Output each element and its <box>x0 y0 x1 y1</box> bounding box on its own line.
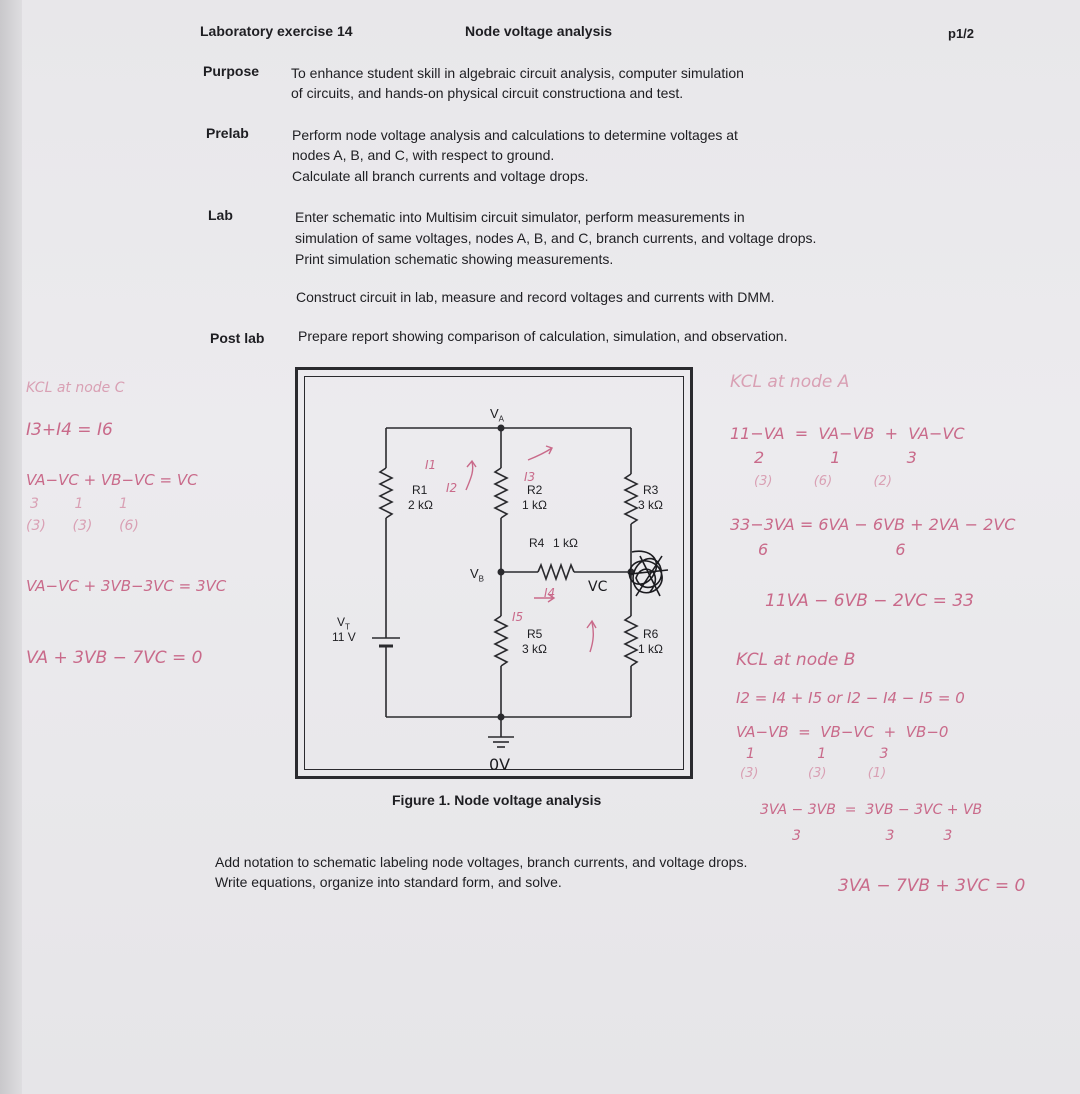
purpose-line-1: To enhance student skill in algebraic circuit analysis, computer simulation <box>291 65 744 81</box>
lab-line-3: Print simulation schematic showing measurements. <box>295 251 614 267</box>
page-number: p1/2 <box>948 26 975 41</box>
node-a-label: $V_A$ <box>490 406 505 424</box>
hw-ground-0v: 0V <box>489 755 511 774</box>
hw-left-5: VA−VC + 3VB−3VC = 3VC <box>26 577 227 595</box>
r4-name: R4 <box>529 536 545 550</box>
hw-right-b-2: VA−VB = VB−VC + VB−0 <box>736 723 949 741</box>
hw-left-0: KCL at node C <box>26 380 125 396</box>
section-label-lab: Lab <box>208 207 233 223</box>
postlab-line-1: Prepare report showing comparison of calculation, simulation, and observation. <box>298 328 788 344</box>
page-title: Node voltage analysis <box>465 23 613 39</box>
r4-value: 1 kΩ <box>553 536 578 550</box>
hw-left-6: VA + 3VB − 7VC = 0 <box>26 648 203 668</box>
r1-name: R1 <box>412 483 428 497</box>
source-name: $V_T$ <box>337 615 350 632</box>
r5-value: 3 kΩ <box>522 642 547 656</box>
hw-right-b-4: (3) (3) (1) <box>740 766 887 781</box>
r6-name: R6 <box>643 627 659 641</box>
hw-i2: I2 <box>446 481 458 495</box>
hw-right-a-4: 33−3VA = 6VA − 6VB + 2VA − 2VC <box>730 515 1016 534</box>
r2-value: 1 kΩ <box>522 498 547 512</box>
hw-right-a-2: 2 1 3 <box>754 448 917 467</box>
hw-i1: I1 <box>425 458 437 472</box>
r5-name: R5 <box>527 627 543 641</box>
footer-line-2: Write equations, organize into standard form, and solve. <box>215 874 562 890</box>
hw-right-b-0: KCL at node B <box>736 650 856 670</box>
hw-right-b-7: 3VA − 7VB + 3VC = 0 <box>838 876 1026 896</box>
prelab-line-2: nodes A, B, and C, with respect to ground. <box>292 147 555 163</box>
hw-left-1: I3+I4 = I6 <box>26 420 113 440</box>
hw-left-2: VA−VC + VB−VC = VC <box>26 471 198 489</box>
source-value: 11 V <box>332 630 356 644</box>
hw-right-b-3: 1 1 3 <box>746 746 889 762</box>
hw-right-a-0: KCL at node A <box>730 372 850 392</box>
section-label-purpose: Purpose <box>203 63 260 79</box>
hw-right-a-1: 11−VA = VA−VB + VA−VC <box>730 424 965 443</box>
r1-value: 2 kΩ <box>408 498 433 512</box>
prelab-line-3: Calculate all branch currents and voltage drops. <box>292 168 589 184</box>
r3-name: R3 <box>643 483 659 497</box>
hw-right-a-3: (3) (6) (2) <box>754 474 892 489</box>
hw-right-a-5: 6 6 <box>758 540 906 559</box>
exercise-label: Laboratory exercise 14 <box>200 23 353 39</box>
hw-i3: I3 <box>524 470 536 484</box>
hw-left-4: (3) (3) (6) <box>26 518 139 534</box>
r6-value: 1 kΩ <box>638 642 663 656</box>
section-label-prelab: Prelab <box>206 125 249 141</box>
hw-right-a-6: 11VA − 6VB − 2VC = 33 <box>765 591 974 611</box>
hw-i4: I4 <box>544 586 556 600</box>
lab-line-1: Enter schematic into Multisim circuit simulator, perform measurements in <box>295 209 745 225</box>
r3-value: 3 kΩ <box>638 498 663 512</box>
r2-name: R2 <box>527 483 543 497</box>
hw-right-b-6: 3 3 3 <box>792 828 953 844</box>
node-b-label: $V_B$ <box>470 566 485 584</box>
prelab-line-1: Perform node voltage analysis and calculations to determine voltages at <box>292 127 738 143</box>
purpose-line-2: of circuits, and hands-on physical circuit constructiona and test. <box>291 85 684 101</box>
hw-right-b-5: 3VA − 3VB = 3VB − 3VC + VB <box>760 802 983 818</box>
figure-caption: Figure 1. Node voltage analysis <box>392 792 602 808</box>
section-label-postlab: Post lab <box>210 330 265 346</box>
hw-left-3: 3 1 1 <box>30 496 128 512</box>
construct-line: Construct circuit in lab, measure and record voltages and currents with DMM. <box>296 289 775 305</box>
hw-right-b-1: I2 = I4 + I5 or I2 − I4 − I5 = 0 <box>736 689 965 707</box>
hw-i5: I5 <box>512 610 524 624</box>
footer-line-1: Add notation to schematic labeling node voltages, branch currents, and voltage drops. <box>215 854 748 870</box>
lab-line-2: simulation of same voltages, nodes A, B, and C, branch currents, and voltage drops. <box>295 230 817 246</box>
ink-scribble <box>629 551 668 596</box>
hw-vc: VC <box>588 579 608 595</box>
